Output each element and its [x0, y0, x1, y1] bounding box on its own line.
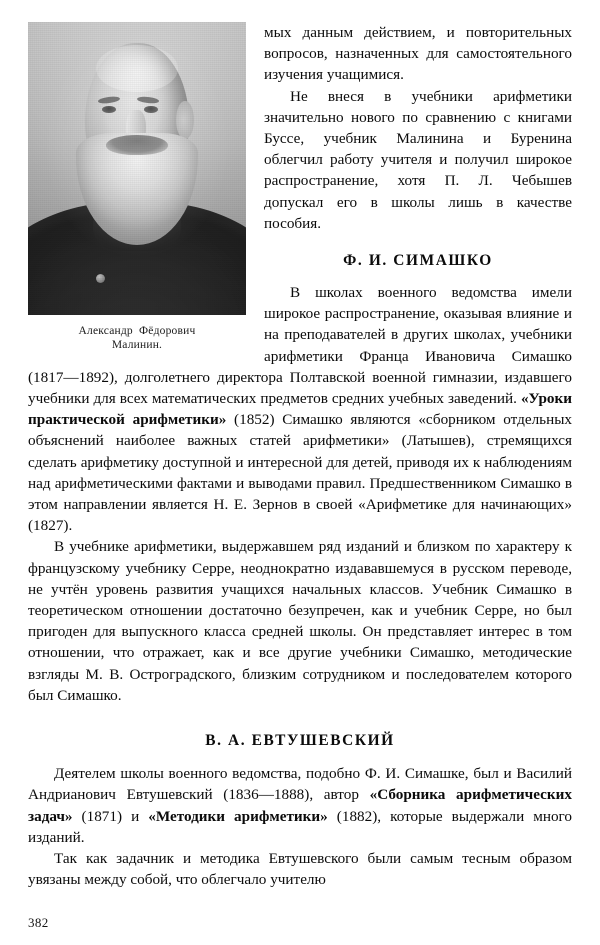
- heading-evtushevsky: В. А. ЕВТУШЕВСКИЙ: [205, 732, 395, 750]
- evtushevsky-text-c: (1882), которые выдержали много изданий.: [28, 807, 572, 846]
- paragraph-evtushevsky-2: Так как задачник и методика Евтушевского были самым тесным образом увязаны между собой, что облегчало учителю: [28, 849, 572, 889]
- simashko-text-b: (1852) Симашко являются «сборником отдельных объяснений наиболее важных статей арифметики» (Латышев), стремящихся сделать арифметику доступной и интересной для детей, приводя их к наблюдениям над арифметическими фактами и выводами правил. Предшественником Симашко в этом направлении является Н. Е. Зернов в своей «Арифметике для начинающих» (1827).: [28, 411, 572, 535]
- photo-grain: [28, 22, 246, 315]
- heading-simashko: Ф. И. СИМАШКО: [343, 252, 493, 270]
- book-title-metodiki: «Методики арифметики»: [148, 807, 328, 825]
- evtushevsky-text-b: (1871) и: [72, 807, 149, 825]
- evtushevsky-text-a: Деятелем школы военного ведомства, подобно Ф. И. Симашке, был и Василий Андрианович Евтушевский (1836—1888), автор: [28, 765, 572, 804]
- simashko-text-a: В школах военного ведомства имели широкое распространение, оказывая влияние и на преподавателей в других школах, учебники арифметики Франца Ивановича Симашко (1817—1892), долголетнего директора Полтавской военной гимназии, издавшего учебники для всех математических предметов средних учебных заведений.: [28, 284, 572, 408]
- book-title-uroki: «Уроки практической арифметики»: [28, 390, 572, 429]
- portrait-photo: [28, 22, 246, 315]
- paragraph-evtushevsky-1: [28, 763, 572, 848]
- portrait-figure: [28, 22, 246, 352]
- portrait-caption-line-1: Александр Фёдорович: [78, 325, 196, 337]
- paragraph-continued-top: мых данным действием, и повторительных вопросов, назначенных для самостоятельного изучения учащимися.: [264, 24, 572, 84]
- book-title-sbornik: «Сборника арифметических задач»: [28, 786, 572, 825]
- portrait-caption: [28, 324, 246, 352]
- paragraph-simashko-2: В учебнике арифметики, выдержавшем ряд изданий и близком по характеру к французскому учебнику Серре, неоднократно издававшемуся в русском переводе, не учтён уровень развития учащихся начальных классов. Учебник Симашко в теоретическом отношении достаточно безупречен, как и учебник Серре, но был пригоден для выпускного класса средней школы. Он представляет интерес в том отношении, что отражает, как и все другие учебники Симашко, методические взгляды М. В. Остроградского, близким сотрудником и последователем которого был Симашко.: [28, 538, 572, 704]
- portrait-caption-line-2: Малинин.: [111, 339, 163, 351]
- page-number: 382: [28, 915, 49, 930]
- paragraph-malinin-conclusion: Не внеся в учебники арифметики значительно нового по сравнению с книгами Буссе, учебник Малинина и Буренина облегчил работу учителя и получил широкое распространение, хотя П. Л. Чебышев допускал его в школы лишь в качестве пособия.: [264, 87, 572, 232]
